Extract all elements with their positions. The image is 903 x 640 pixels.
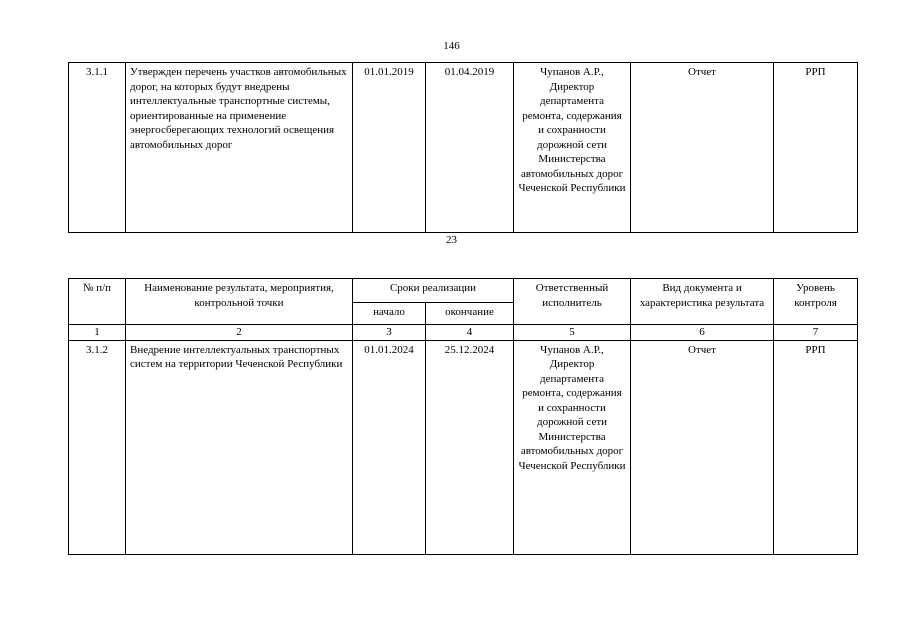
row-number: 3.1.1 xyxy=(69,63,126,233)
header-terms: Сроки реализации xyxy=(353,279,514,303)
row-name: Внедрение интеллектуальных транспортных систем на территории Чеченской Республики xyxy=(126,340,353,554)
header-end: окончание xyxy=(426,303,514,325)
row-number: 3.1.2 xyxy=(69,340,126,554)
col-number: 6 xyxy=(631,325,774,341)
column-number-row xyxy=(69,325,858,341)
row-start-date: 01.01.2024 xyxy=(353,340,426,554)
table-main xyxy=(68,278,858,555)
col-number: 1 xyxy=(69,325,126,341)
row-start-date: 01.01.2019 xyxy=(353,63,426,233)
col-number: 7 xyxy=(774,325,858,341)
col-number: 3 xyxy=(353,325,426,341)
row-control-level: РРП xyxy=(774,63,858,233)
header-document: Вид документа и характеристика результата xyxy=(631,279,774,325)
page-number-top: 146 xyxy=(443,40,460,52)
row-end-date: 25.12.2024 xyxy=(426,340,514,554)
header-control-level: Уровень контроля xyxy=(774,279,858,325)
header-start: начало xyxy=(353,303,426,325)
table-row xyxy=(69,340,858,554)
row-responsible: Чупанов А.Р., Директор департамента ремонта, содержания и сохранности дорожной сети Министерства автомобильных дорог Чеченской Республики xyxy=(514,340,631,554)
row-end-date: 01.04.2019 xyxy=(426,63,514,233)
row-document: Отчет xyxy=(631,63,774,233)
page-number-mid: 23 xyxy=(446,234,457,246)
row-responsible: Чупанов А.Р., Директор департамента ремонта, содержания и сохранности дорожной сети Министерства автомобильных дорог Чеченской Республики xyxy=(514,63,631,233)
table-row xyxy=(69,63,858,233)
header-row xyxy=(69,279,858,303)
header-responsible: Ответственный исполнитель xyxy=(514,279,631,325)
row-control-level: РРП xyxy=(774,340,858,554)
header-name: Наименование результата, мероприятия, контрольной точки xyxy=(126,279,353,325)
col-number: 5 xyxy=(514,325,631,341)
row-document: Отчет xyxy=(631,340,774,554)
table-previous-page xyxy=(68,62,858,233)
row-name: Утвержден перечень участков автомобильных дорог, на которых будут внедрены интеллектуальные транспортные системы, ориентированные на применение энергосберегающих технологий освещения автомобильных дорог xyxy=(126,63,353,233)
header-num: № п/п xyxy=(69,279,126,325)
col-number: 2 xyxy=(126,325,353,341)
col-number: 4 xyxy=(426,325,514,341)
